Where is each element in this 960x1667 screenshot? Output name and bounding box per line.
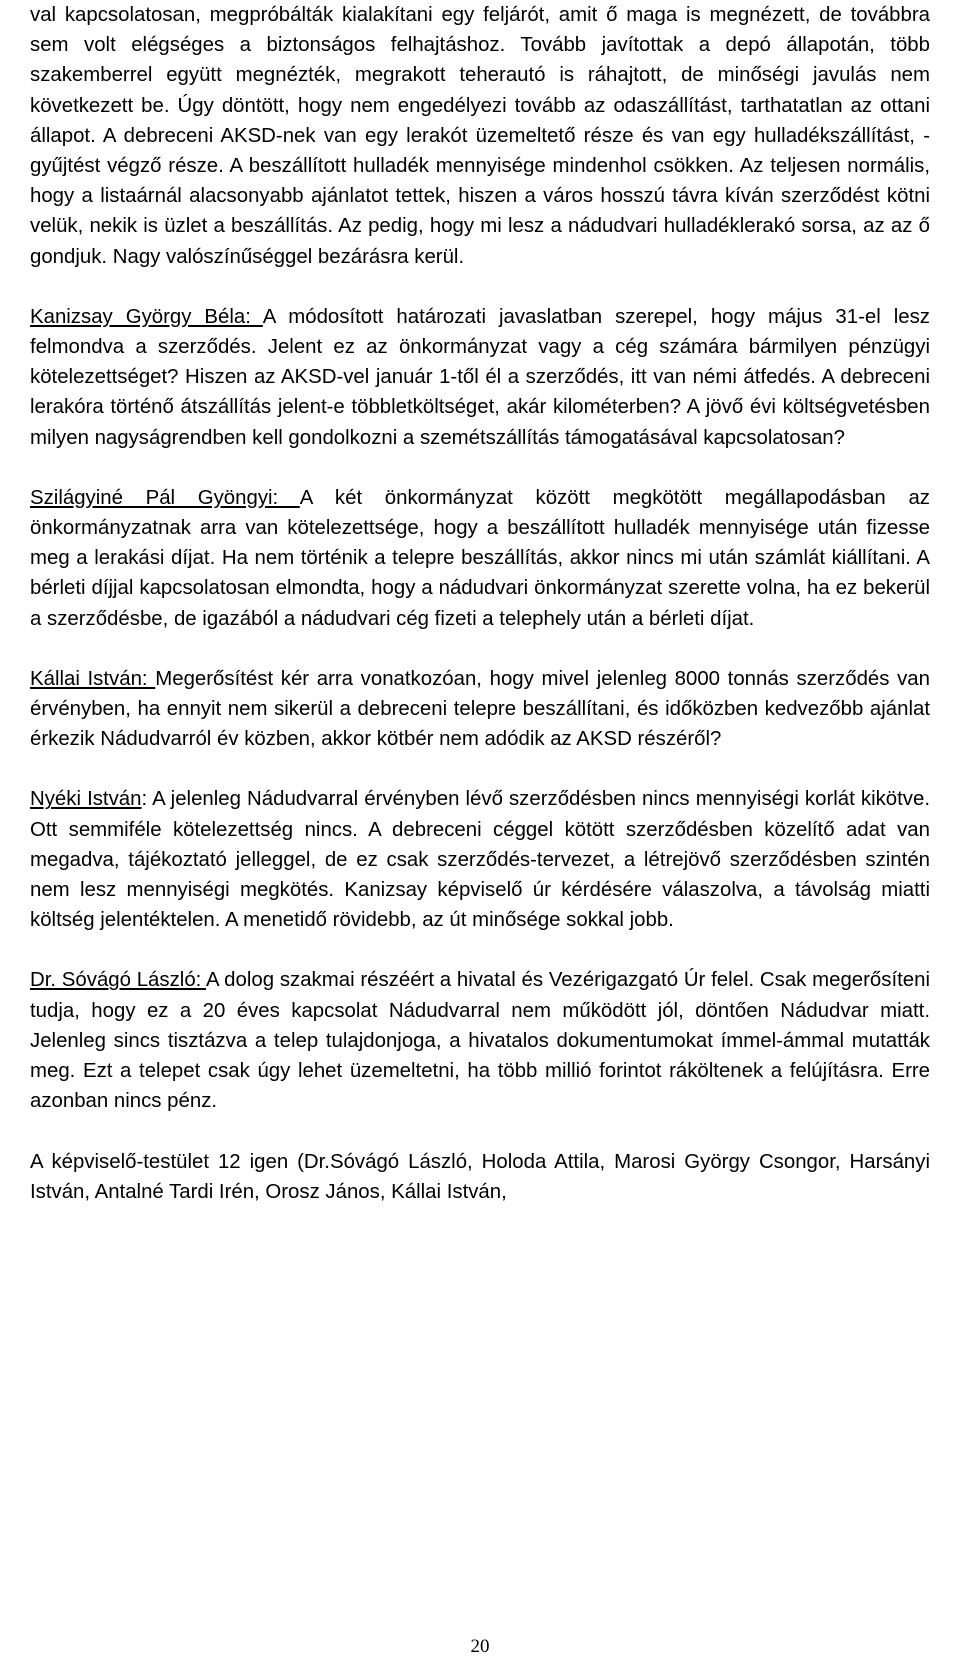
document-page [30, 0, 930, 1207]
paragraph-text: A képviselő-testület 12 igen (Dr.Sóvágó László, Holoda Attila, Marosi György Csongor, Harsányi István, Antalné Tardi Irén, Orosz János, Kállai István, [30, 1150, 930, 1203]
paragraph-gap [30, 272, 930, 302]
paragraph-nyeki [30, 784, 930, 935]
paragraph-vote [30, 1147, 930, 1207]
paragraph-gap [30, 935, 930, 965]
page-number: 20 [470, 1636, 490, 1657]
paragraph-gap [30, 634, 930, 664]
speaker-name: Szilágyiné Pál Gyöngyi: [30, 486, 300, 509]
speaker-name: Kanizsay György Béla: [30, 305, 263, 328]
paragraph-kanizsay [30, 302, 930, 453]
paragraph-text: : A jelenleg Nádudvarral érvényben lévő szerződésben nincs mennyiségi korlát kikötve. Ott semmiféle kötelezettség nincs. A debreceni céggel kötött szerződésben közelítő adat van megadva, tájékoztató jelleggel, de ez csak szerződés-tervezet, a létrejövő szerződésben szintén nem lesz mennyiségi megkötés. Kanizsay képviselő úr kérdésére válaszolva, a távolság miatti költség jelentéktelen. A menetidő rövidebb, az út minősége sokkal jobb. [30, 788, 931, 932]
paragraph-gap [30, 453, 930, 483]
paragraph-kallai [30, 664, 930, 755]
paragraph-szilagyine [30, 483, 930, 634]
speaker-name: Kállai István: [30, 667, 156, 690]
paragraph-text: val kapcsolatosan, megpróbálták kialakítani egy feljárót, amit ő maga is megnézett, de továbbra sem volt elégséges a biztonságos felhajtáshoz. Tovább javítottak a depó állapotán, több szakemberrel együtt megnézték, megrakott teherautó is ráhajtott, de minőségi javulás nem következett be. Úgy döntött, hogy nem engedélyezi tovább az odaszállítást, tarthatatlan az ottani állapot. A debreceni AKSD-nek van egy lerakót üzemeltető része és van egy hulladékszállítást, -gyűjtést végző része. A beszállított hulladék mennyisége mindenhol csökken. Az teljesen normális, hogy a listaárnál alacsonyabb ajánlatot tettek, hiszen a város hosszú távra kíván szerződést kötni velük, nekik is üzlet a beszállítás. Az pedig, hogy mi lesz a nádudvari hulladéklerakó sorsa, az az ő gondjuk. Nagy valószínűséggel bezárásra kerül. [30, 4, 930, 268]
paragraph-text: A dolog szakmai részéért a hivatal és Vezérigazgató Úr felel. Csak megerősíteni tudja, hogy ez a 20 éves kapcsolat Nádudvarral nem működött jól, döntően Nádudvar miatt. Jelenleg sincs tisztázva a telep tulajdonjoga, a hivatalos dokumentumokat ímmel-ámmal mutatták meg. Ezt a telepet csak úgy lehet üzemeltetni, ha több millió forintot ráköltenek a felújításra. Erre azonban nincs pénz. [30, 969, 930, 1113]
paragraph-text: A módosított határozati javaslatban szerepel, hogy május 31-el lesz felmondva a szerződés. Jelent ez az önkormányzat vagy a cég számára bármilyen pénzügyi kötelezettséget? Hiszen az AKSD-vel január 1-től él a szerződés, itt van némi átfedés. A debreceni lerakóra történő átszállítás jelent-e többletköltséget, akár kilométerben? A jövő évi költségvetésben milyen nagyságrendben kell gondolkozni a szemétszállítás támogatásával kapcsolatosan? [30, 305, 931, 449]
paragraph-text: A két önkormányzat között megkötött megállapodásban az önkormányzatnak arra van kötelezettsége, hogy a beszállított hulladék mennyisége után fizesse meg a lerakási díjat. Ha nem történik a telepre beszállítás, akkor nincs mi után számlát kiállítani. A bérleti díjjal kapcsolatosan elmondta, hogy a nádudvari önkormányzat szerette volna, ha ez bekerül a szerződésbe, de igazából a nádudvari cég fizeti a telephely után a bérleti díjat. [30, 486, 930, 630]
paragraph-text: Megerősítést kér arra vonatkozóan, hogy mivel jelenleg 8000 tonnás szerződés van érvényben, ha ennyit nem sikerül a debreceni telepre beszállítani, és időközben kedvezőbb ajánlat érkezik Nádudvarról év közben, akkor kötbér nem adódik az AKSD részéről? [30, 667, 930, 751]
paragraph-intro [30, 0, 930, 272]
paragraph-sovago [30, 965, 930, 1116]
paragraph-gap [30, 754, 930, 784]
speaker-name: Nyéki István [30, 788, 142, 811]
paragraph-gap [30, 1117, 930, 1147]
speaker-name: Dr. Sóvágó László: [30, 969, 206, 992]
